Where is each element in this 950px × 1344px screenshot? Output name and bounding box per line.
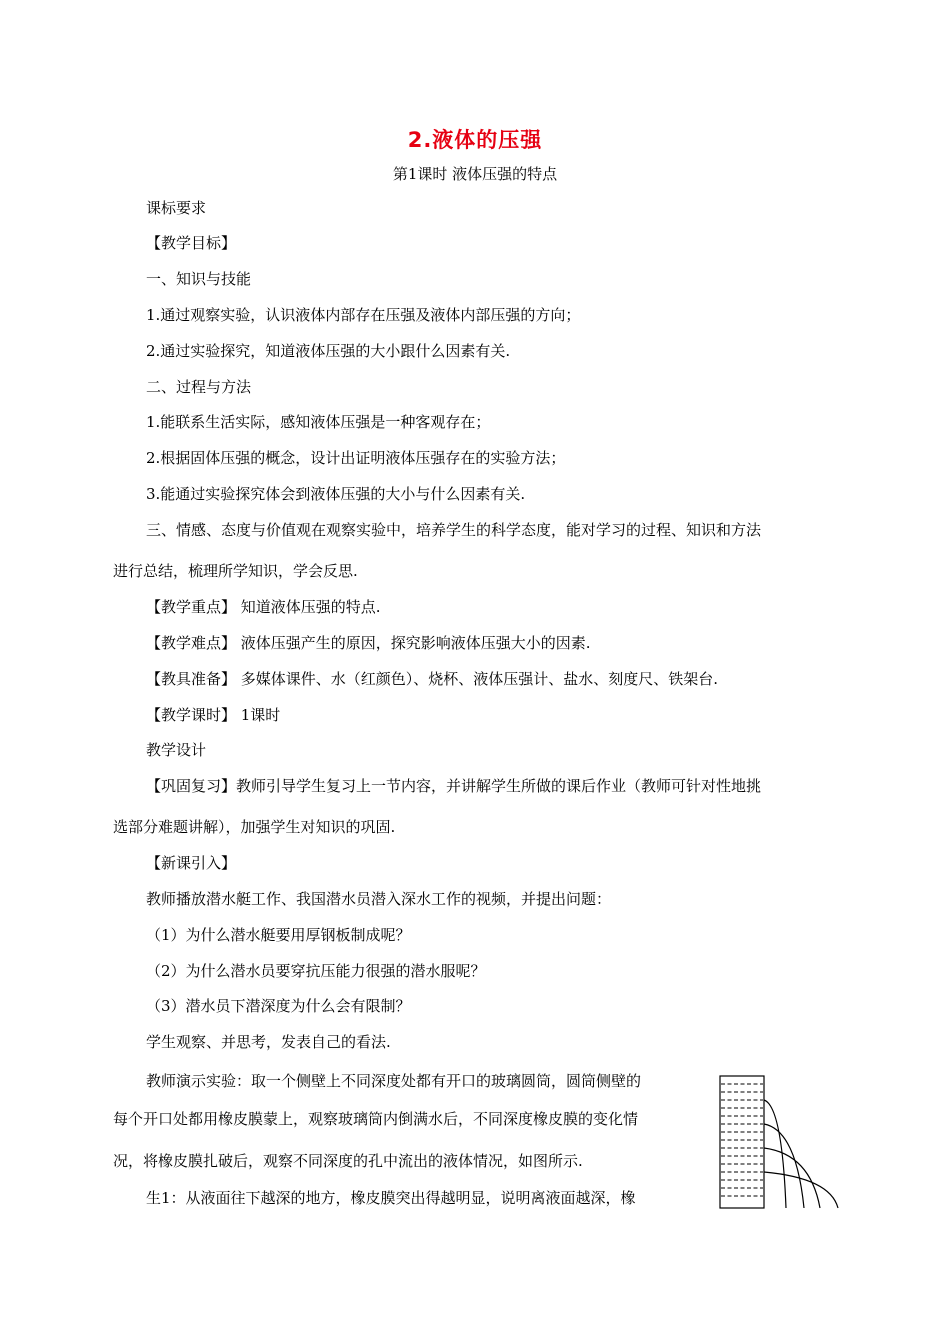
- text-line: 二、过程与方法: [146, 378, 252, 396]
- water-stream-3: [764, 1148, 820, 1208]
- text-line: 三、情感、态度与价值观在观察实验中，培养学生的科学态度，能对学习的过程、知识和方法: [146, 521, 762, 539]
- text-line: 进行总结，梳理所学知识，学会反思.: [113, 562, 358, 580]
- glass-cylinder-figure: [712, 1072, 844, 1212]
- text-line: 教学设计: [146, 741, 207, 759]
- text-line: 课标要求: [146, 199, 207, 217]
- text-line: 2.通过实验探究，知道液体压强的大小跟什么因素有关.: [146, 342, 511, 360]
- text-line: 教师播放潜水艇工作、我国潜水员潜入深水工作的视频，并提出问题：: [146, 890, 612, 908]
- text-line: 【教学课时】 1课时: [146, 706, 281, 724]
- text-line: 3.能通过实验探究体会到液体压强的大小与什么因素有关.: [146, 485, 526, 503]
- text-line: （1）为什么潜水艇要用厚钢板制成呢？: [146, 926, 411, 944]
- text-line: 选部分难题讲解），加强学生对知识的巩固.: [113, 818, 396, 836]
- text-line: 况，将橡皮膜扎破后，观察不同深度的孔中流出的液体情况，如图所示.: [113, 1152, 583, 1170]
- text-line: 【教学目标】: [146, 234, 237, 252]
- text-line: 【巩固复习】教师引导学生复习上一节内容，并讲解学生所做的课后作业（教师可针对性地挑: [146, 777, 762, 795]
- text-line: 1.能联系生活实际，感知液体压强是一种客观存在；: [146, 413, 491, 431]
- text-line: 生1：从液面往下越深的地方，橡皮膜突出得越明显，说明离液面越深，橡: [146, 1189, 636, 1207]
- text-line: 学生观察、并思考，发表自己的看法.: [146, 1033, 391, 1051]
- text-line: （3）潜水员下潜深度为什么会有限制？: [146, 997, 411, 1015]
- text-line: 每个开口处都用橡皮膜蒙上，观察玻璃筒内倒满水后，不同深度橡皮膜的变化情: [113, 1110, 639, 1128]
- text-line: 【教具准备】 多媒体课件、水（红颜色）、烧杯、液体压强计、盐水、刻度尺、铁架台.: [146, 670, 719, 688]
- text-line: 【教学难点】 液体压强产生的原因，探究影响液体压强大小的因素.: [146, 634, 591, 652]
- text-line: 1.通过观察实验，认识液体内部存在压强及液体内部压强的方向；: [146, 306, 581, 324]
- text-line: 【新课引入】: [146, 854, 237, 872]
- text-line: 一、知识与技能: [146, 270, 252, 288]
- water-stream-1: [764, 1100, 786, 1208]
- water-stream-4: [764, 1172, 838, 1208]
- text-line: 教师演示实验：取一个侧壁上不同深度处都有开口的玻璃圆筒，圆筒侧壁的: [146, 1072, 642, 1090]
- text-line: 2.根据固体压强的概念，设计出证明液体压强存在的实验方法；: [146, 449, 566, 467]
- document-title: 2.液体的压强: [407, 128, 543, 152]
- document-subtitle: 第1课时 液体压强的特点: [392, 165, 558, 183]
- water-stream-2: [764, 1124, 804, 1208]
- text-line: 【教学重点】 知道液体压强的特点.: [146, 598, 381, 616]
- text-line: （2）为什么潜水员要穿抗压能力很强的潜水服呢？: [146, 962, 486, 980]
